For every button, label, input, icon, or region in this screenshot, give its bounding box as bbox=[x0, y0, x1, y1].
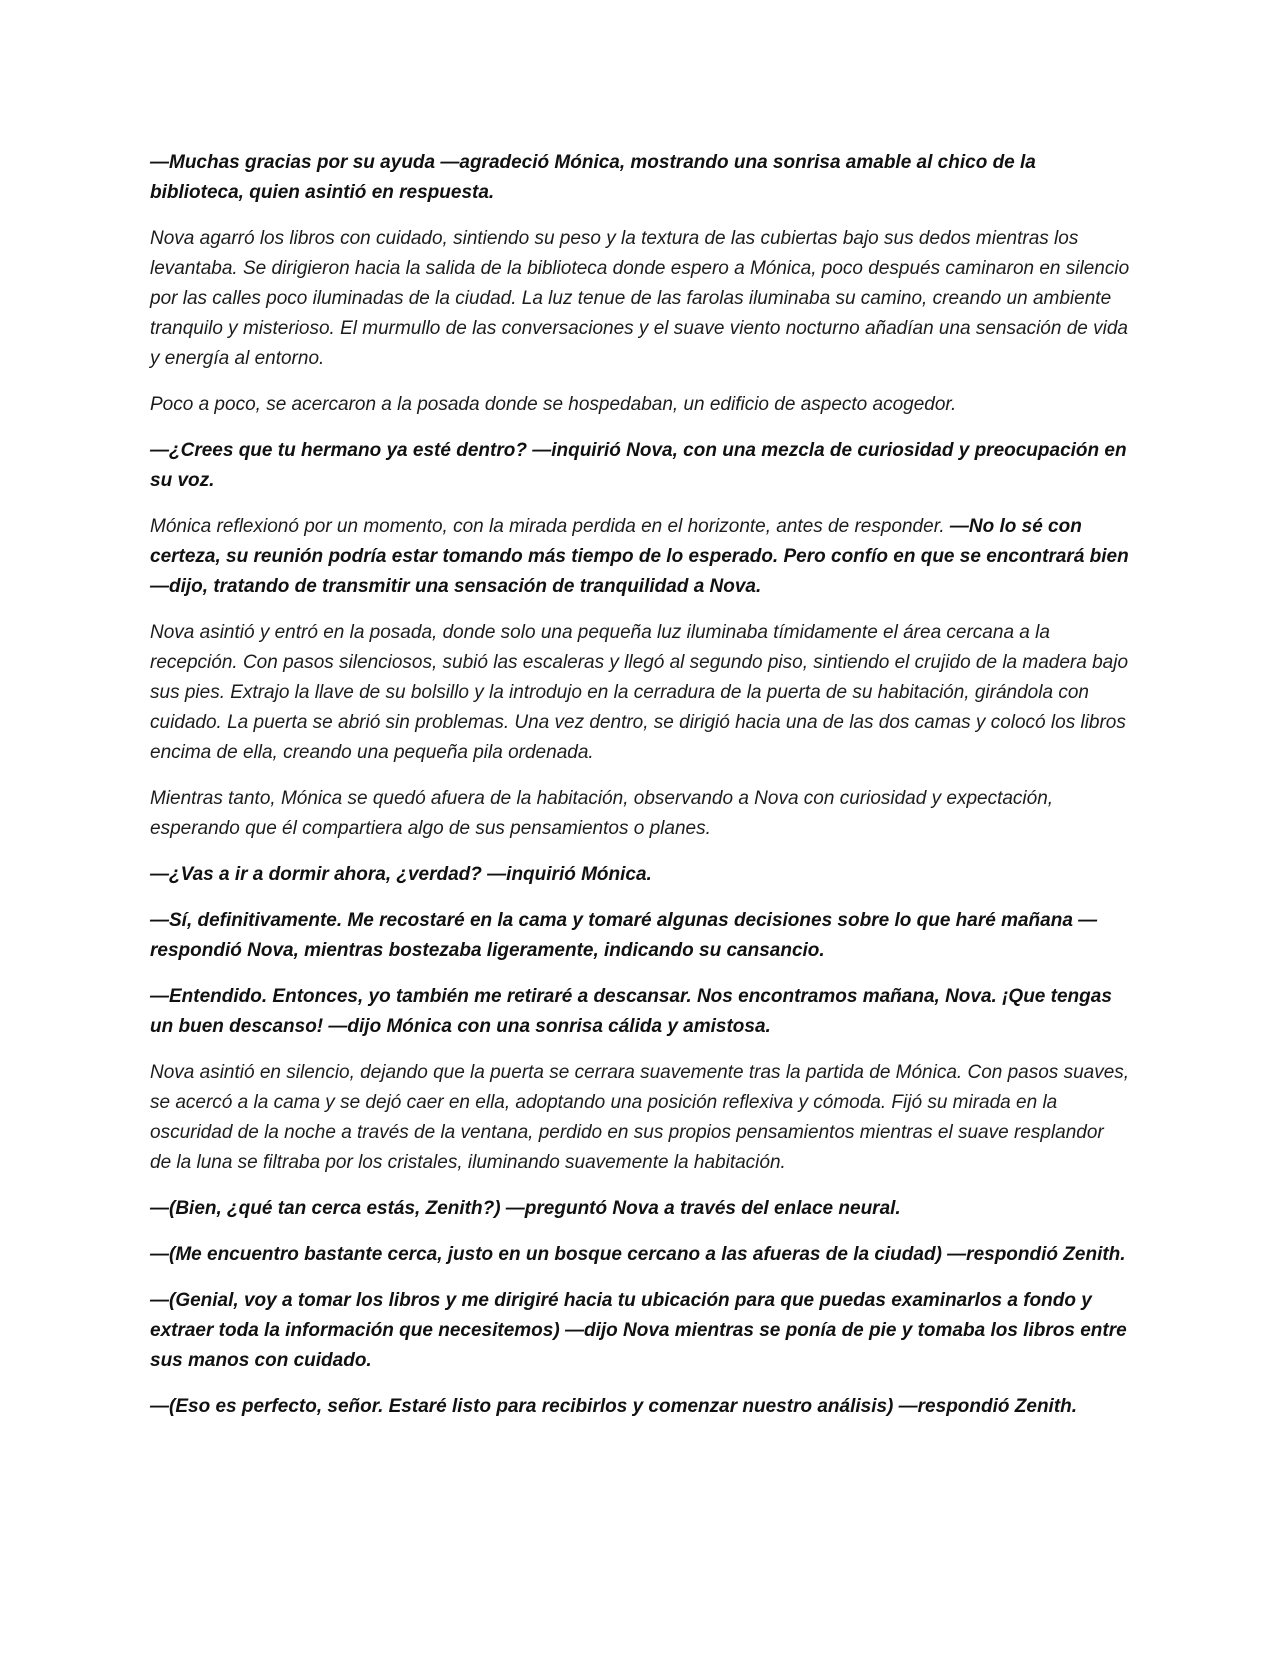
paragraph-mixed-dialogue: —No lo sé con certeza, su reunión podría estar tomando más tiempo de lo esperado. Pero confío en que se encontrará bien —dijo, tratando de transmitir una sensación de tranquilidad a Nova. bbox=[150, 516, 1129, 597]
paragraph-narration-5: Nova asintió en silencio, dejando que la puerta se cerrara suavemente tras la partida de Mónica. Con pasos suaves, se acercó a la cama y se dejó caer en ella, adoptando una posición reflexiva y cómoda. Fijó su mirada en la oscuridad de la noche a través de la ventana, perdido en sus propios pensamientos mientras el suave resplandor de la luna se filtraba por los cristales, iluminando suavemente la habitación. bbox=[150, 1062, 1130, 1173]
paragraph-dialogue-7: —(Me encuentro bastante cerca, justo en un bosque cercano a las afueras de la ciudad) —respondió Zenith. bbox=[150, 1244, 1126, 1265]
paragraph-dialogue-5: —Entendido. Entonces, yo también me retiraré a descansar. Nos encontramos mañana, Nova. ¡Que tengas un buen descanso! —dijo Mónica con una sonrisa cálida y amistosa. bbox=[150, 986, 1112, 1037]
paragraph-dialogue-4: —Sí, definitivamente. Me recostaré en la cama y tomaré algunas decisiones sobre lo que haré mañana —respondió Nova, mientras bostezaba ligeramente, indicando su cansancio. bbox=[150, 910, 1098, 961]
paragraph-dialogue-6: —(Bien, ¿qué tan cerca estás, Zenith?) —preguntó Nova a través del enlace neural. bbox=[150, 1198, 901, 1219]
paragraph-narration-2: Poco a poco, se acercaron a la posada donde se hospedaban, un edificio de aspecto acogedor. bbox=[150, 394, 957, 415]
paragraph-mixed-narration: Mónica reflexionó por un momento, con la mirada perdida en el horizonte, antes de responder. bbox=[150, 516, 950, 537]
paragraph-narration-3: Nova asintió y entró en la posada, donde solo una pequeña luz iluminaba tímidamente el área cercana a la recepción. Con pasos silenciosos, subió las escaleras y llegó al segundo piso, sintiendo el crujido de la madera bajo sus pies. Extrajo la llave de su bolsillo y la introdujo en la cerradura de la puerta de su habitación, girándola con cuidado. La puerta se abrió sin problemas. Una vez dentro, se dirigió hacia una de las dos camas y colocó los libros encima de ella, creando una pequeña pila ordenada. bbox=[150, 622, 1129, 763]
paragraph-dialogue-3: —¿Vas a ir a dormir ahora, ¿verdad? —inquirió Mónica. bbox=[150, 864, 652, 885]
paragraph-dialogue-8: —(Genial, voy a tomar los libros y me dirigiré hacia tu ubicación para que puedas examinarlos a fondo y extraer toda la información que necesitemos) —dijo Nova mientras se ponía de pie y tomaba los libros entre sus manos con cuidado. bbox=[150, 1290, 1127, 1371]
paragraph-dialogue-9: —(Eso es perfecto, señor. Estaré listo para recibirlos y comenzar nuestro análisis) —respondió Zenith. bbox=[150, 1396, 1078, 1417]
paragraph-narration-4: Mientras tanto, Mónica se quedó afuera de la habitación, observando a Nova con curiosidad y expectación, esperando que él compartiera algo de sus pensamientos o planes. bbox=[150, 788, 1054, 839]
paragraph-dialogue-2: —¿Crees que tu hermano ya esté dentro? —inquirió Nova, con una mezcla de curiosidad y preocupación en su voz. bbox=[150, 440, 1127, 491]
document-page bbox=[150, 148, 1130, 1438]
paragraph-mixed-1 bbox=[150, 512, 1130, 602]
paragraph-dialogue-1: —Muchas gracias por su ayuda —agradeció Mónica, mostrando una sonrisa amable al chico de la biblioteca, quien asintió en respuesta. bbox=[150, 152, 1036, 203]
paragraph-narration-1: Nova agarró los libros con cuidado, sintiendo su peso y la textura de las cubiertas bajo sus dedos mientras los levantaba. Se dirigieron hacia la salida de la biblioteca donde espero a Mónica, poco después caminaron en silencio por las calles poco iluminadas de la ciudad. La luz tenue de las farolas iluminaba su camino, creando un ambiente tranquilo y misterioso. El murmullo de las conversaciones y el suave viento nocturno añadían una sensación de vida y energía al entorno. bbox=[150, 228, 1130, 369]
